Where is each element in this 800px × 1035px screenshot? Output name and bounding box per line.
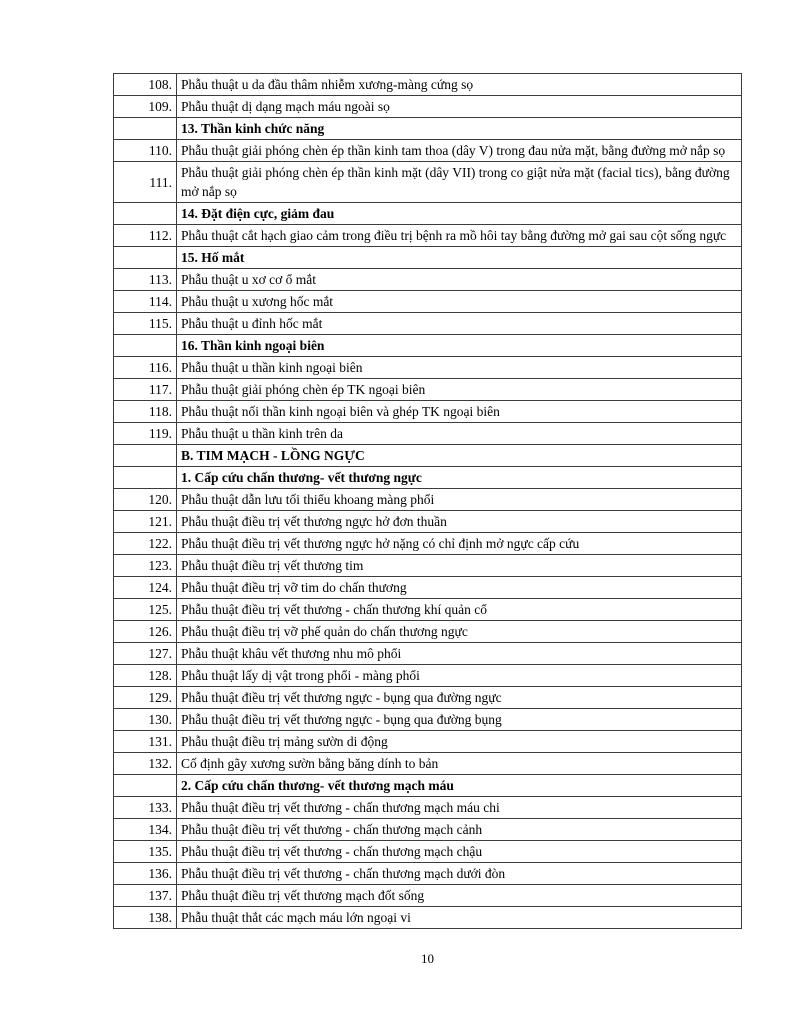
row-number: 135. (114, 841, 177, 863)
section-header-row (114, 203, 742, 225)
table-row (114, 357, 742, 379)
section-header-row (114, 247, 742, 269)
section-header-row (114, 775, 742, 797)
section-title: B. TIM MẠCH - LỒNG NGỰC (177, 445, 742, 467)
row-number (114, 247, 177, 269)
procedure-name: Phẫu thuật u thần kinh trên da (177, 423, 742, 445)
procedure-name: Phẫu thuật điều trị vết thương - chấn thương khí quản cổ (177, 599, 742, 621)
procedure-name: Phẫu thuật cắt hạch giao cảm trong điều trị bệnh ra mồ hôi tay bằng đường mở gai sau cột sống ngực (177, 225, 742, 247)
procedure-name: Phẫu thuật dẫn lưu tối thiểu khoang màng phổi (177, 489, 742, 511)
table-row (114, 819, 742, 841)
procedure-name: Cố định gãy xương sườn bằng băng dính to bản (177, 753, 742, 775)
table-row (114, 665, 742, 687)
table-row (114, 423, 742, 445)
section-header-row (114, 445, 742, 467)
procedure-name: Phẫu thuật u xơ cơ ổ mắt (177, 269, 742, 291)
row-number: 136. (114, 863, 177, 885)
row-number: 129. (114, 687, 177, 709)
row-number: 116. (114, 357, 177, 379)
table-row (114, 643, 742, 665)
procedure-name: Phẫu thuật điều trị vết thương ngực hở nặng có chỉ định mở ngực cấp cứu (177, 533, 742, 555)
table-row (114, 291, 742, 313)
section-title: 13. Thần kinh chức năng (177, 118, 742, 140)
row-number: 131. (114, 731, 177, 753)
procedure-name: Phẫu thuật u da đầu thâm nhiễm xương-màng cứng sọ (177, 74, 742, 96)
section-title: 1. Cấp cứu chấn thương- vết thương ngực (177, 467, 742, 489)
row-number: 122. (114, 533, 177, 555)
procedure-name: Phẫu thuật điều trị vết thương ngực hở đơn thuần (177, 511, 742, 533)
procedure-name: Phẫu thuật điều trị vết thương - chấn thương mạch cảnh (177, 819, 742, 841)
row-number: 118. (114, 401, 177, 423)
procedure-name: Phẫu thuật thắt các mạch máu lớn ngoại vi (177, 907, 742, 929)
procedure-name: Phẫu thuật điều trị mảng sườn di động (177, 731, 742, 753)
table-row (114, 687, 742, 709)
row-number: 126. (114, 621, 177, 643)
section-title: 15. Hố mắt (177, 247, 742, 269)
procedure-name: Phẫu thuật điều trị vỡ tim do chấn thương (177, 577, 742, 599)
table-row (114, 599, 742, 621)
procedure-name: Phẫu thuật điều trị vết thương mạch đốt sống (177, 885, 742, 907)
procedure-name: Phẫu thuật giải phóng chèn ép thần kinh tam thoa (dây V) trong đau nửa mặt, bằng đường mở nắp sọ (177, 140, 742, 162)
row-number: 111. (114, 162, 177, 203)
procedure-name: Phẫu thuật khâu vết thương nhu mô phổi (177, 643, 742, 665)
procedure-name: Phẫu thuật điều trị vết thương ngực - bụng qua đường ngực (177, 687, 742, 709)
section-title: 16. Thần kinh ngoại biên (177, 335, 742, 357)
procedure-name: Phẫu thuật điều trị vết thương tim (177, 555, 742, 577)
row-number: 119. (114, 423, 177, 445)
row-number: 120. (114, 489, 177, 511)
row-number: 137. (114, 885, 177, 907)
row-number (114, 335, 177, 357)
row-number: 124. (114, 577, 177, 599)
row-number: 115. (114, 313, 177, 335)
table-row (114, 555, 742, 577)
row-number: 130. (114, 709, 177, 731)
table-row (114, 74, 742, 96)
procedures-table-body (114, 74, 742, 929)
table-row (114, 885, 742, 907)
row-number: 109. (114, 96, 177, 118)
section-title: 2. Cấp cứu chấn thương- vết thương mạch máu (177, 775, 742, 797)
table-row (114, 621, 742, 643)
row-number (114, 467, 177, 489)
row-number (114, 203, 177, 225)
procedure-name: Phẫu thuật u thần kinh ngoại biên (177, 357, 742, 379)
row-number (114, 118, 177, 140)
row-number: 133. (114, 797, 177, 819)
procedure-name: Phẫu thuật u đỉnh hốc mắt (177, 313, 742, 335)
row-number (114, 775, 177, 797)
row-number: 132. (114, 753, 177, 775)
procedure-name: Phẫu thuật nối thần kinh ngoại biên và ghép TK ngoại biên (177, 401, 742, 423)
section-title: 14. Đặt điện cực, giảm đau (177, 203, 742, 225)
row-number: 110. (114, 140, 177, 162)
table-row (114, 907, 742, 929)
procedure-name: Phẫu thuật lấy dị vật trong phổi - màng phổi (177, 665, 742, 687)
table-row (114, 96, 742, 118)
row-number: 108. (114, 74, 177, 96)
section-header-row (114, 118, 742, 140)
row-number: 117. (114, 379, 177, 401)
table-row (114, 379, 742, 401)
table-row (114, 577, 742, 599)
procedure-name: Phẫu thuật điều trị vết thương ngực - bụng qua đường bụng (177, 709, 742, 731)
section-header-row (114, 335, 742, 357)
row-number: 123. (114, 555, 177, 577)
table-row (114, 401, 742, 423)
procedure-name: Phẫu thuật u xương hốc mắt (177, 291, 742, 313)
row-number (114, 445, 177, 467)
row-number: 138. (114, 907, 177, 929)
procedures-table (113, 73, 742, 929)
table-row (114, 269, 742, 291)
table-row (114, 533, 742, 555)
table-row (114, 313, 742, 335)
procedure-name: Phẫu thuật điều trị vỡ phế quản do chấn thương ngực (177, 621, 742, 643)
page-number: 10 (421, 951, 434, 966)
procedure-name: Phẫu thuật dị dạng mạch máu ngoài sọ (177, 96, 742, 118)
table-row (114, 863, 742, 885)
section-header-row (114, 467, 742, 489)
table-row (114, 162, 742, 203)
table-row (114, 140, 742, 162)
procedure-name: Phẫu thuật giải phóng chèn ép thần kinh mặt (dây VII) trong co giật nửa mặt (facial tics), bằng đường mở nắp sọ (177, 162, 742, 203)
procedure-name: Phẫu thuật điều trị vết thương - chấn thương mạch dưới đòn (177, 863, 742, 885)
table-row (114, 797, 742, 819)
row-number: 128. (114, 665, 177, 687)
row-number: 113. (114, 269, 177, 291)
table-row (114, 731, 742, 753)
row-number: 121. (114, 511, 177, 533)
row-number: 114. (114, 291, 177, 313)
table-row (114, 841, 742, 863)
row-number: 112. (114, 225, 177, 247)
table-row (114, 489, 742, 511)
table-row (114, 511, 742, 533)
row-number: 127. (114, 643, 177, 665)
procedure-name: Phẫu thuật điều trị vết thương - chấn thương mạch máu chi (177, 797, 742, 819)
procedure-name: Phẫu thuật điều trị vết thương - chấn thương mạch chậu (177, 841, 742, 863)
row-number: 134. (114, 819, 177, 841)
table-row (114, 225, 742, 247)
row-number: 125. (114, 599, 177, 621)
table-row (114, 753, 742, 775)
procedure-name: Phẫu thuật giải phóng chèn ép TK ngoại biên (177, 379, 742, 401)
table-row (114, 709, 742, 731)
